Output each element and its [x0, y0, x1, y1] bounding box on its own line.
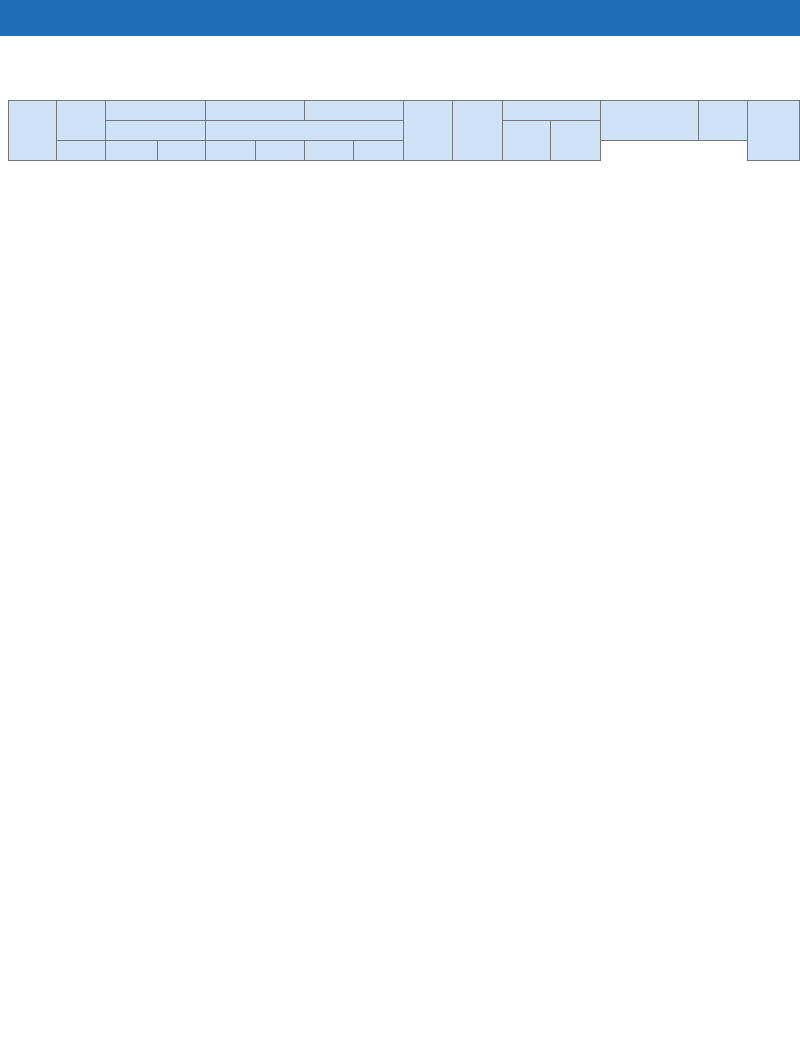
header-length-y: [305, 141, 354, 161]
header-L0: [601, 101, 699, 141]
header-hole-steel: [256, 141, 305, 161]
header-speed-steel: [158, 141, 206, 161]
header-bolt-qty: [503, 121, 551, 161]
header-D1: [453, 101, 503, 161]
header-hole-iron: [206, 141, 256, 161]
header-D: [404, 101, 453, 161]
header-hole-diameter: [206, 101, 305, 121]
header-bolt-dia: [551, 121, 601, 161]
header-hole-length: [305, 101, 404, 121]
header-r-min: [106, 121, 206, 141]
header-length-jj1: [354, 141, 404, 161]
header-mm: [206, 121, 404, 141]
header-torque: [57, 101, 106, 141]
header-speed: [106, 101, 206, 121]
header-inertia: [748, 101, 800, 161]
header-bolt: [503, 101, 601, 121]
header-weight: [699, 101, 748, 141]
coupling-spec-table: [8, 100, 800, 161]
header-nm: [57, 141, 106, 161]
header-speed-iron: [106, 141, 158, 161]
title-banner: [0, 0, 800, 36]
header-type: [9, 101, 57, 161]
